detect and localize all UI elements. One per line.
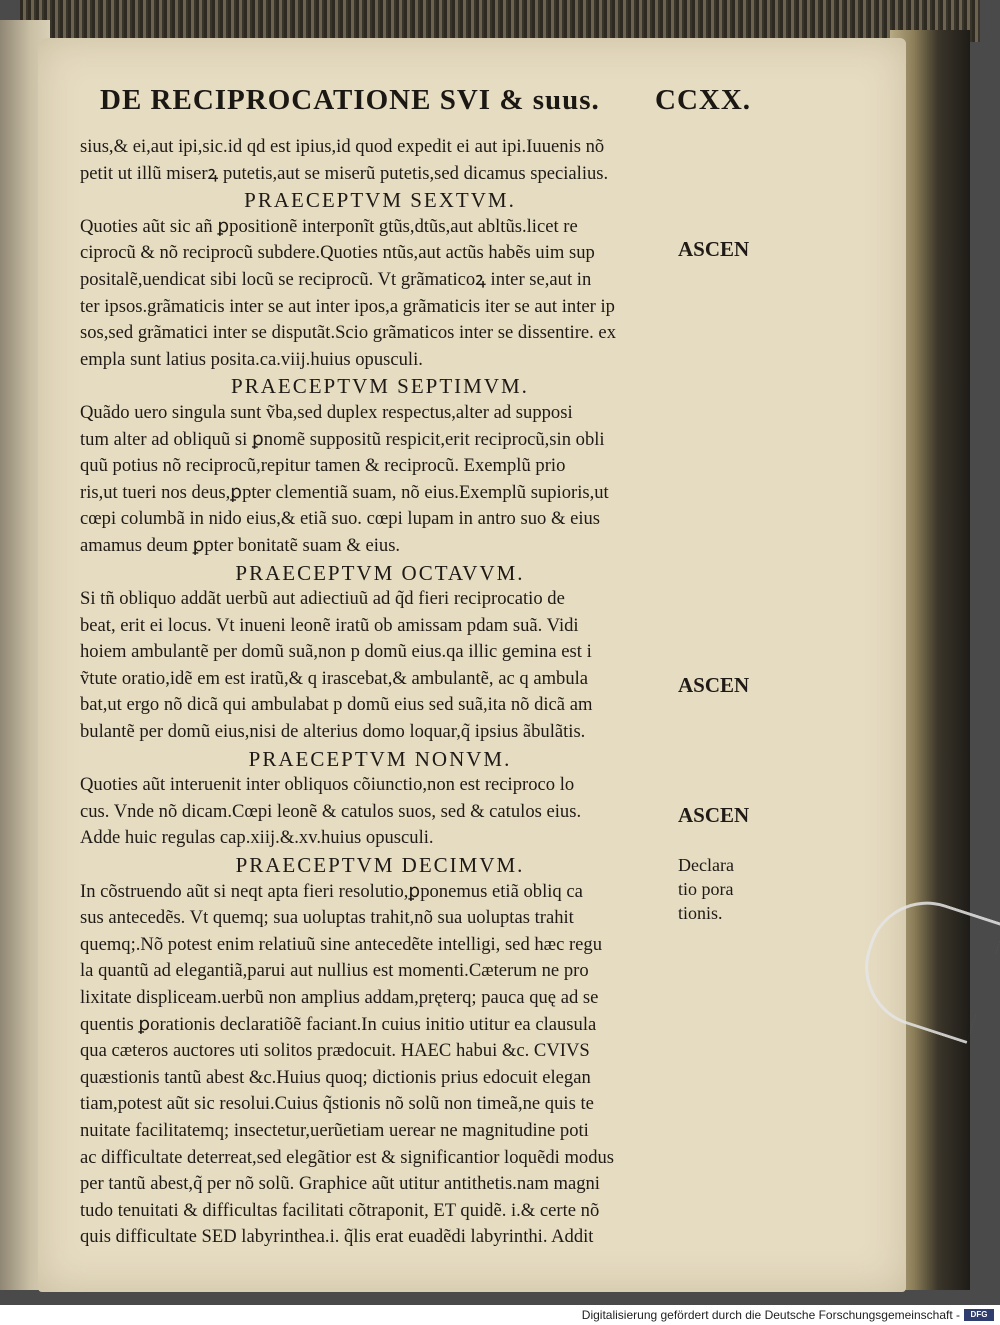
text-line: petit ut illũ miserꝝ putetis,aut se miserũ putetis,sed dicamus specialius. xyxy=(80,162,609,184)
margin-note-declaratio: tio pora xyxy=(678,879,734,899)
text-line: hoiem ambulantẽ per domũ suã,non p domũ eius.qa illic gemina est i xyxy=(80,641,592,663)
text-line: cus. Vnde nõ dicam.Cœpi leonẽ & catulos suos, sed & catulos eius. xyxy=(80,800,582,822)
text-line: tiam,potest aũt sic resolui.Cuius q̃stionis nõ solũ non timeã,ne quis te xyxy=(80,1093,594,1115)
section-heading: PRAECEPTVM SEPTIMVM. xyxy=(231,374,529,399)
section-heading: PRAECEPTVM OCTAVVM. xyxy=(235,560,525,585)
text-line: ac difficultate deterreat,sed elegãtior est & significantior loquẽdi modus xyxy=(80,1146,615,1168)
text-line: In cõstruendo aũt si neqt apta fieri resolutio,ꝑponemus etiã obliq ca xyxy=(80,880,583,902)
text-line: cœpi columbã in nido eius,& etiã suo. cœpi lupam in antro suo & eius xyxy=(80,508,601,530)
text-line: bulantẽ per domũ eius,nisi de alterius domo loquar,q̃ ipsius ãbulãtis. xyxy=(80,721,586,743)
margin-note-ascen: ASCEN xyxy=(678,803,750,827)
margin-note-ascen: ASCEN xyxy=(678,237,750,261)
text-line: quæstionis tantũ abest &c.Huius quoq; dictionis prius edocuit elegan xyxy=(80,1066,591,1088)
text-line: ris,ut tueri nos deus,ꝑpter clementiã suam, nõ eius.Exemplũ supioris,ut xyxy=(80,481,609,503)
text-line: sus antecedẽs. Vt quemq; sua uoluptas trahit,nõ sua uoluptas trahit xyxy=(80,907,574,929)
text-line: lixitate displiceam.uerbũ non amplius addam,pręterq; pauca quę ad se xyxy=(80,987,599,1008)
text-line: quis difficultate SED labyrinthea.i. q̃lis erat euadẽdi labyrinthi. Addit xyxy=(80,1226,594,1248)
text-line: sius,& ei,aut ipi,sic.id qd est ipius,id quod expedit ei aut ipi.Iuuenis nõ xyxy=(80,136,605,157)
text-line: ter ipsos.grãmaticis inter se aut inter ipos,a grãmaticis iter se aut inter ip xyxy=(80,295,615,317)
header-title: DE RECIPROCATIONE SVI & suus. xyxy=(100,84,600,116)
text-line: sos,sed grãmatici inter se disputãt.Scio grãmaticos inter se dissentire. ex xyxy=(80,322,616,344)
text-line: qua cæteros auctores uti solitos prædocuit. HAEC habui &c. CVIVS xyxy=(80,1040,590,1062)
text-line: quentis ꝑorationis declaratiõẽ faciant.In cuius initio utitur ea clausula xyxy=(80,1013,597,1035)
margin-note-ascen: ASCEN xyxy=(678,673,750,697)
section-heading: PRAECEPTVM DECIMVM. xyxy=(235,853,525,878)
text-line: ṽtute oratio,idẽ em est iratũ,& q irascebat,& ambulantẽ, ac q ambula xyxy=(80,667,589,689)
text-line: quemq;.Nõ potest enim relatiuũ sine antecedẽte intelligi, sed hæc regu xyxy=(80,933,603,955)
section-heading: PRAECEPTVM SEXTVM. xyxy=(244,188,516,213)
footer-credit: Digitalisierung gefördert durch die Deutsche Forschungsgemeinschaft - xyxy=(581,1308,960,1322)
margin-note-declaratio: tionis. xyxy=(678,903,723,923)
section-heading: PRAECEPTVM NONVM. xyxy=(248,746,512,771)
text-line: Si tñ obliquo addãt uerbũ aut adiectiuũ ad q̃d fieri reciprocatio de xyxy=(80,588,565,610)
text-line: tum alter ad obliquũ si ꝑnomẽ suppositũ respicit,erit reciprocũ,sin obli xyxy=(80,428,605,450)
text-line: beat, erit ei locus. Vt inueni leonẽ iratũ ob amissam pdam suã. Vidi xyxy=(80,614,579,636)
text-line: amamus deum ꝑpter bonitatẽ suam & eius. xyxy=(80,534,401,556)
text-line: Quãdo uero singula sunt ṽba,sed duplex respectus,alter ad supposi xyxy=(80,401,573,423)
book-top-edge xyxy=(20,0,980,42)
footer-bar xyxy=(0,1305,1000,1325)
text-line: ciprocũ & nõ reciprocũ subdere.Quoties ntũs,aut actũs habẽs uim sup xyxy=(80,242,595,264)
text-line: tudo tenuitati & difficultas facilitati cõtraponit, ET quidẽ. i.& certe nõ xyxy=(80,1199,600,1221)
text-line: Quoties aũt sic añ ꝑpositionẽ interponĩt gtũs,dtũs,aut abltũs.licet re xyxy=(80,215,578,237)
margin-note-declaratio: Declara xyxy=(678,855,734,875)
text-line: quũ potius nõ reciprocũ,repitur tamen & reciprocũ. Exemplũ prio xyxy=(80,455,566,477)
text-line: nuitate facilitatemq; insectetur,uerũetiam uerear ne magnitudine poti xyxy=(80,1119,589,1141)
running-header xyxy=(100,84,752,117)
text-line: positalẽ,uendicat sibi locũ se reciprocũ. Vt grãmaticoꝝ inter se,aut in xyxy=(80,268,592,290)
text-line: la quantũ ad elegantiã,parui aut nullius est momenti.Cæterum ne pro xyxy=(80,960,589,982)
text-line: Quoties aũt interuenit inter obliquos cõiunctio,non est reciproco lo xyxy=(80,774,575,796)
page-body-text xyxy=(80,134,680,1251)
folio-number: CCXX. xyxy=(655,84,752,116)
text-line: empla sunt latius posita.ca.viij.huius opusculi. xyxy=(80,348,423,370)
dfg-logo-icon: DFG xyxy=(964,1309,994,1321)
text-line: per tantũ abest,q̃ per nõ solũ. Graphice aũt utitur antithetis.nam magni xyxy=(80,1173,600,1195)
text-line: Adde huic regulas cap.xiij.&.xv.huius opusculi. xyxy=(80,827,434,849)
text-line: bat,ut ergo nõ dicã qui ambulabat p domũ eius sed suã,ita nõ dicã am xyxy=(80,694,593,716)
